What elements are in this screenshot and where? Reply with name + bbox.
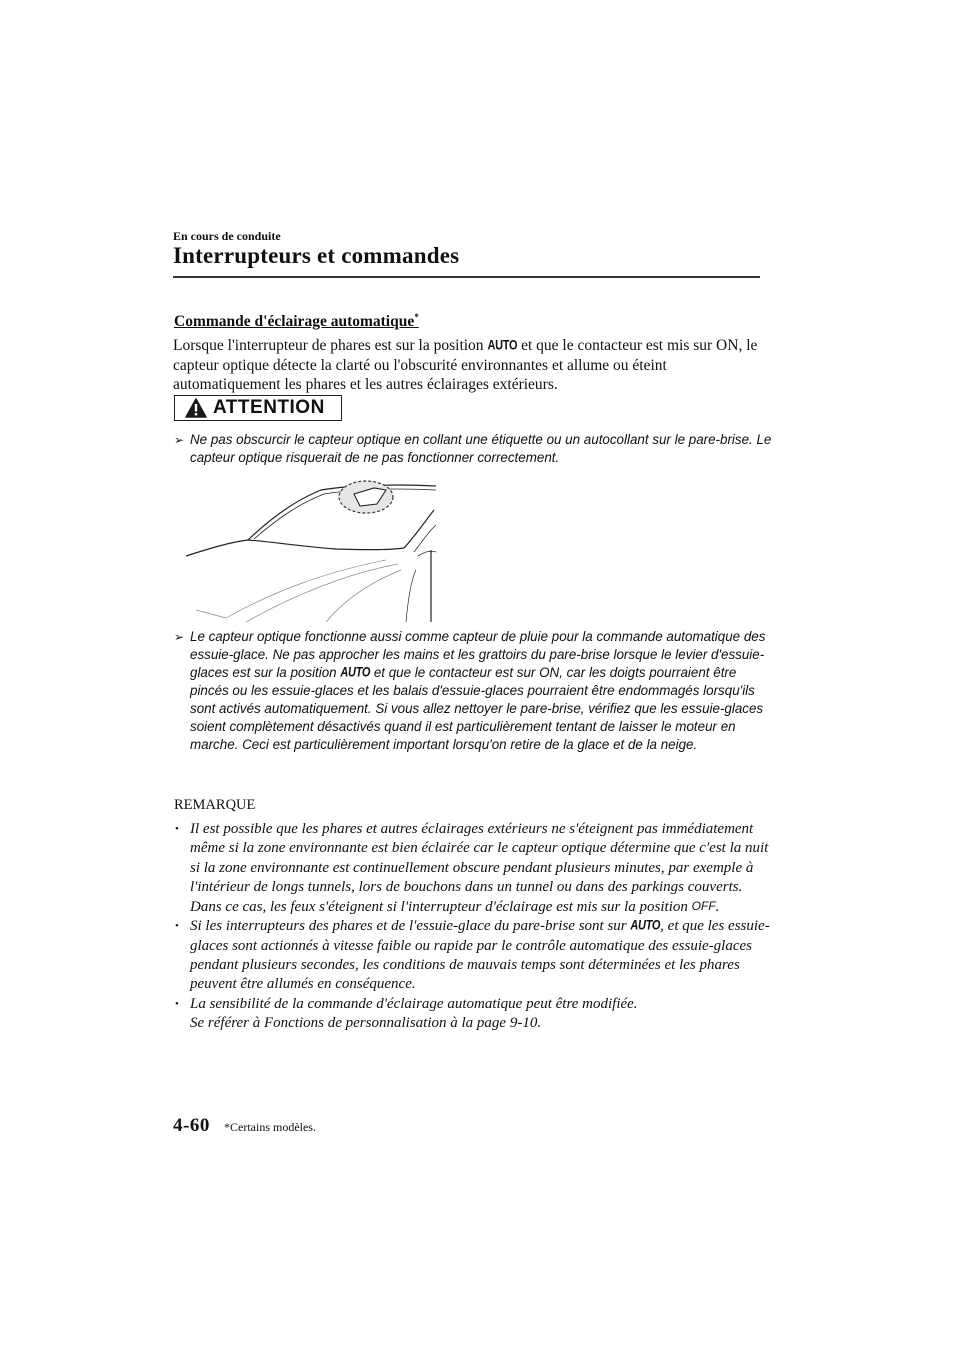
- hood-line-2: [246, 564, 398, 622]
- bullet-dot-icon: •: [175, 823, 179, 835]
- attention-label: ATTENTION: [213, 397, 325, 418]
- remarque-item-2-text: [190, 917, 780, 994]
- page-number: 4-60: [173, 1115, 210, 1136]
- arrow-bullet-icon: ➢: [174, 630, 185, 644]
- remarque-item-1-sub-before: Dans ce cas, les feux s'éteignent si l'interrupteur d'éclairage est mis sur la position: [190, 899, 692, 916]
- off-position-symbol: OFF: [691, 899, 716, 914]
- remarque-item-1: [175, 820, 780, 917]
- bullet-dot-icon: •: [175, 920, 179, 933]
- bullet-dot-icon: •: [175, 997, 179, 1010]
- remarque-item-3-reference: Se référer à Fonctions de personnalisation à la page 9-10.: [190, 1014, 542, 1031]
- warning-1-text: Ne pas obscurcir le capteur optique en collant une étiquette ou un autocollant sur le pare-brise. Le capteur optique risquerait de ne pas fonctionner correctement.: [190, 432, 772, 465]
- attention-label-box: [174, 395, 342, 421]
- remarque-heading: REMARQUE: [174, 797, 256, 813]
- remarque-item-1-sub-after: .: [715, 899, 720, 916]
- windshield-sensor-illustration: [186, 470, 446, 622]
- remarque-item-2-before: Si les interrupteurs des phares et de l'essuie-glace du pare-brise sont sur: [190, 918, 631, 935]
- warning-2-text-after: et que le contacteur est sur ON, car les doigts pourraient être pincés ou les essuie-glaces et les balais d'essuie-glaces pourraient être endommagés lorsqu'ils sont activés automatiquement. Si vous allez nettoyer le pare-brise, vérifiez que les essuie-glaces soient complètement désactivés quand il est particulièrement tentant de laisser le moteur en marche. Ceci est particulièrement important lorsqu'on retire de la glace et de la neige.: [190, 665, 764, 752]
- mirror-contour: [418, 551, 436, 556]
- remarque-item-1-subtext: [190, 897, 780, 917]
- section-heading-text: Commande d'éclairage automatique: [174, 313, 415, 331]
- remarque-list: [175, 820, 780, 1033]
- hood-line-3: [326, 570, 401, 622]
- fender-contour: [406, 570, 416, 622]
- warning-triangle-icon: [185, 398, 207, 418]
- chapter-title: Interrupteurs et commandes: [173, 243, 460, 268]
- remarque-item-1-text: Il est possible que les phares et autres éclairages extérieurs ne s'éteignent pas immédiatement même si la zone environnante est bien éclairée car le capteur optique détermine que c'est la nuit si la zone environnante est continuellement obscure pendant plusieurs minutes, par exemple à l'intérieur de longs tunnels, lors de bouchons dans un tunnel ou dans des parkings couverts.: [190, 821, 769, 895]
- arrow-bullet-icon: ➢: [174, 433, 185, 447]
- remarque-item-2: [175, 917, 780, 994]
- windshield-lower-edge: [186, 540, 404, 556]
- a-pillar-front: [404, 510, 434, 548]
- intro-paragraph: [173, 336, 763, 395]
- auto-position-symbol: AUTO: [340, 665, 371, 681]
- remarque-item-2-after: , et que les essuie-glaces sont actionnés à vitesse faible ou rapide par le contrôle automatique des essuie-glaces pendant plusieurs secondes, les conditions de mauvais temps sont déterminées et les phares peuvent être allumés en conséquence.: [190, 918, 770, 993]
- intro-text-before: Lorsque l'interrupteur de phares est sur la position: [173, 337, 488, 354]
- remarque-item-3: [175, 995, 780, 1034]
- remarque-item-3-text: La sensibilité de la commande d'éclairage automatique peut être modifiée.: [190, 995, 638, 1012]
- a-pillar-inner: [414, 525, 436, 552]
- ground-line: [196, 610, 226, 618]
- warning-item-2: [174, 628, 776, 754]
- auto-position-symbol: AUTO: [630, 918, 661, 934]
- hood-line-1: [226, 560, 386, 618]
- title-divider: [173, 276, 760, 278]
- auto-position-symbol: AUTO: [487, 338, 518, 354]
- section-heading: [174, 312, 419, 331]
- warning-2-text-before: Le capteur optique fonctionne aussi comme capteur de pluie pour la commande automatique des essuie-glace. Ne pas approcher les mains et les grattoirs du pare-brise lorsque le levier d'essuie-glaces est sur la position: [190, 629, 766, 680]
- breadcrumb: En cours de conduite: [173, 229, 281, 243]
- warning-item-1: [174, 431, 776, 467]
- footnote: *Certains modèles.: [224, 1120, 316, 1134]
- intro-text-after: et que le contacteur est mis sur ON, le capteur optique détecte la clarté ou l'obscurité environnantes et allume ou éteint automatiquement les phares et les autres éclairages extérieurs.: [173, 337, 758, 393]
- certain-models-mark: *: [414, 312, 419, 322]
